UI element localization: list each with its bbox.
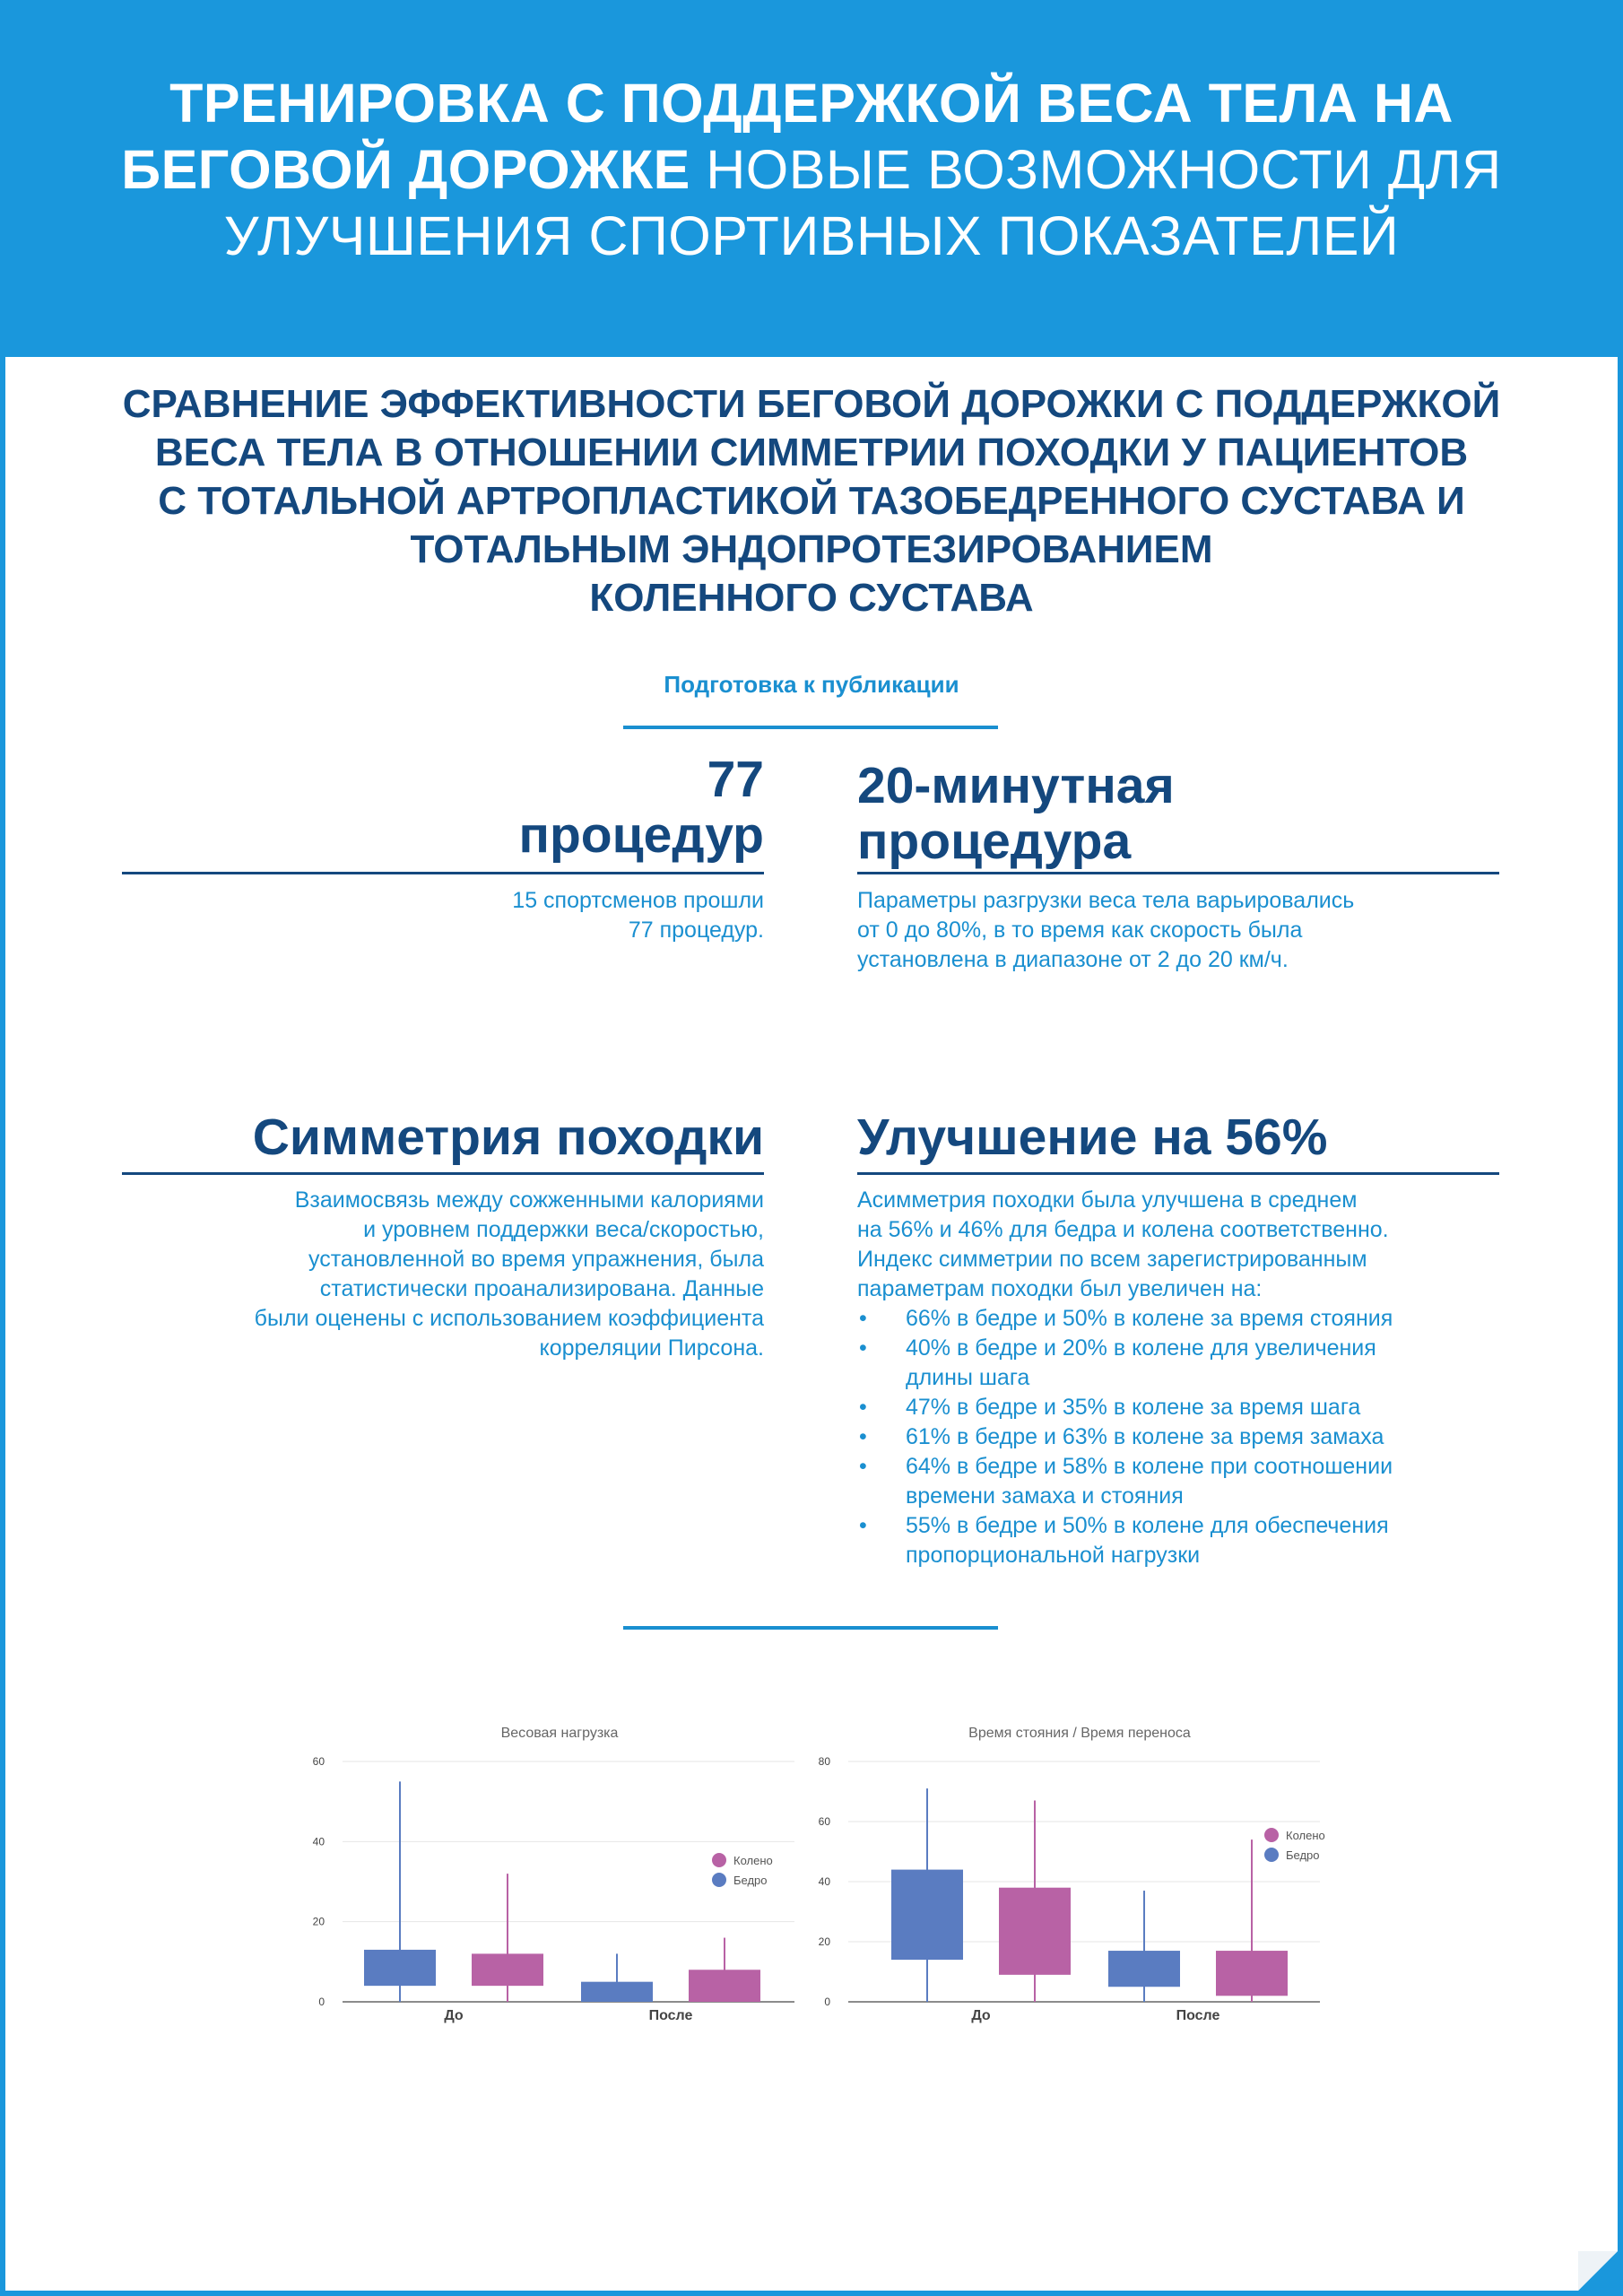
chart-stance-swing	[807, 1749, 1336, 2036]
legend-label: Колено	[1286, 1829, 1325, 1842]
bullet-text: 55% в бедре и 50% в колене для обеспечения	[906, 1513, 1389, 1538]
x-tick-label: После	[1176, 2008, 1220, 2023]
symmetry-text-line: были оценены с использованием коэффициента	[254, 1306, 764, 1331]
improvement-intro-line: Асимметрия походки была улучшена в среднем	[857, 1187, 1358, 1213]
procedures-text-line: 15 спортсменов прошли	[512, 888, 764, 913]
bullet-dot: •	[859, 1513, 867, 1538]
bullet-text: 66% в бедре и 50% в колене за время стояния	[906, 1306, 1393, 1331]
y-tick-label: 80	[818, 1755, 830, 1768]
bullet-text-cont: времени замаха и стояния	[906, 1483, 1184, 1509]
procedures-title-number: 77	[707, 751, 764, 808]
y-tick-label: 20	[818, 1935, 830, 1948]
duration-title	[857, 758, 1503, 869]
duration-text-line: от 0 до 80%, в то время как скорость была	[857, 918, 1303, 943]
duration-title-line: процедура	[857, 813, 1132, 870]
box-hip	[1108, 1951, 1180, 1987]
legend-marker	[1264, 1828, 1279, 1842]
legend-marker	[712, 1853, 726, 1867]
box-hip	[364, 1950, 436, 1986]
main-title-light: НОВЫЕ ВОЗМОЖНОСТИ ДЛЯ УЛУЧШЕНИЯ СПОРТИВНЫХ ПОКАЗАТЕЛЕЙ	[223, 139, 1502, 266]
y-tick-label: 0	[318, 1996, 325, 2008]
subtitle-line: СРАВНЕНИЕ ЭФФЕКТИВНОСТИ БЕГОВОЙ ДОРОЖКИ С ПОДДЕРЖКОЙ	[122, 382, 1501, 426]
bullet-text-cont: пропорциональной нагрузки	[906, 1543, 1201, 1568]
bullet-item	[857, 1511, 1521, 1570]
symmetry-title: Симметрия походки	[252, 1109, 764, 1166]
box-hip	[891, 1870, 963, 1961]
improvement-intro-line: Индекс симметрии по всем зарегистрированным	[857, 1247, 1367, 1272]
symmetry-text-line: и уровнем поддержки веса/скоростью,	[363, 1217, 764, 1242]
duration-text-line: Параметры разгрузки веса тела варьировались	[857, 888, 1355, 913]
y-tick-label: 0	[824, 1996, 830, 2008]
duration-text-line: установлена в диапазоне от 2 до 20 км/ч.	[857, 947, 1289, 972]
bullet-dot: •	[859, 1424, 867, 1449]
improvement-rule	[857, 1172, 1499, 1175]
chart-weight-load	[296, 1749, 807, 2036]
symmetry-text-line: установленной во время упражнения, была	[308, 1247, 764, 1272]
bullet-text: 61% в бедре и 63% в колене за время замаха	[906, 1424, 1384, 1449]
symmetry-text-line: корреляции Пирсона.	[539, 1335, 764, 1361]
y-tick-label: 20	[312, 1915, 325, 1928]
subtitle-line: ТОТАЛЬНЫМ ЭНДОПРОТЕЗИРОВАНИЕМ	[410, 527, 1213, 571]
procedures-title-word: процедур	[518, 806, 764, 864]
header-banner	[0, 0, 1623, 357]
legend-label: Колено	[733, 1854, 773, 1867]
chart-title-weight: Весовая нагрузка	[500, 1726, 619, 1741]
bullet-item	[857, 1304, 1521, 1334]
procedures-text	[122, 886, 764, 945]
bullet-dot: •	[859, 1395, 867, 1420]
symmetry-text	[122, 1186, 764, 1363]
page-corner-fold	[1578, 2251, 1618, 2291]
symmetry-rule	[122, 1172, 764, 1175]
box-knee	[472, 1953, 543, 1986]
y-tick-label: 40	[312, 1835, 325, 1848]
legend-marker	[1264, 1848, 1279, 1862]
x-tick-label: После	[648, 2008, 693, 2023]
y-tick-label: 60	[312, 1755, 325, 1768]
improvement-text	[857, 1186, 1521, 1570]
prep-label: Подготовка к публикации	[664, 671, 959, 698]
subtitle-line: КОЛЕННОГО СУСТАВА	[589, 576, 1034, 620]
duration-text	[857, 886, 1512, 975]
improvement-title: Улучшение на 56%	[857, 1109, 1328, 1166]
bullet-text: 40% в бедре и 20% в колене для увеличения	[906, 1335, 1376, 1361]
bullet-item	[857, 1393, 1521, 1422]
procedures-rule	[122, 872, 764, 874]
bullet-item	[857, 1452, 1521, 1511]
box-knee	[999, 1888, 1071, 1975]
main-title-bold: ТРЕНИРОВКА С ПОДДЕРЖКОЙ ВЕСА ТЕЛА НА БЕГОВОЙ ДОРОЖКЕ	[121, 73, 1454, 200]
bullet-dot: •	[859, 1335, 867, 1361]
y-tick-label: 60	[818, 1815, 830, 1828]
x-tick-label: До	[971, 2008, 991, 2023]
box-knee	[689, 1970, 760, 2002]
y-tick-label: 40	[818, 1875, 830, 1888]
divider-bottom	[623, 1626, 998, 1630]
legend-label: Бедро	[1286, 1848, 1320, 1862]
bullet-text-cont: длины шага	[906, 1365, 1030, 1390]
improvement-intro-line: на 56% и 46% для бедра и колена соответственно.	[857, 1217, 1389, 1242]
x-tick-label: До	[444, 2008, 464, 2023]
procedures-text-line: 77 процедур.	[628, 918, 764, 943]
box-hip	[581, 1982, 653, 2002]
procedures-title	[122, 752, 764, 863]
symmetry-text-line: Взаимосвязь между сожженными калориями	[294, 1187, 764, 1213]
improvement-bullet-list	[857, 1304, 1521, 1570]
improvement-intro-line: параметрам походки был увеличен на:	[857, 1276, 1263, 1301]
bullet-dot: •	[859, 1306, 867, 1331]
subtitle-line: С ТОТАЛЬНОЙ АРТРОПЛАСТИКОЙ ТАЗОБЕДРЕННОГО СУСТАВА И	[158, 479, 1465, 523]
subtitle-line: ВЕСА ТЕЛА В ОТНОШЕНИИ СИММЕТРИИ ПОХОДКИ У ПАЦИЕНТОВ	[154, 430, 1469, 474]
symmetry-text-line: статистически проанализирована. Данные	[319, 1276, 764, 1301]
main-title	[0, 70, 1623, 269]
bullet-text: 64% в бедре и 58% в колене при соотношении	[906, 1454, 1393, 1479]
divider-top	[623, 726, 998, 729]
subtitle	[0, 380, 1623, 622]
bullet-item	[857, 1422, 1521, 1452]
bullet-dot: •	[859, 1454, 867, 1479]
bullet-item	[857, 1334, 1521, 1393]
legend-label: Бедро	[733, 1874, 768, 1887]
duration-title-line: 20-минутная	[857, 757, 1175, 814]
chart-title-stance: Время стояния / Время переноса	[968, 1726, 1191, 1741]
box-knee	[1216, 1951, 1288, 1996]
duration-rule	[857, 872, 1499, 874]
bullet-text: 47% в бедре и 35% в колене за время шага	[906, 1395, 1361, 1420]
legend-marker	[712, 1873, 726, 1887]
